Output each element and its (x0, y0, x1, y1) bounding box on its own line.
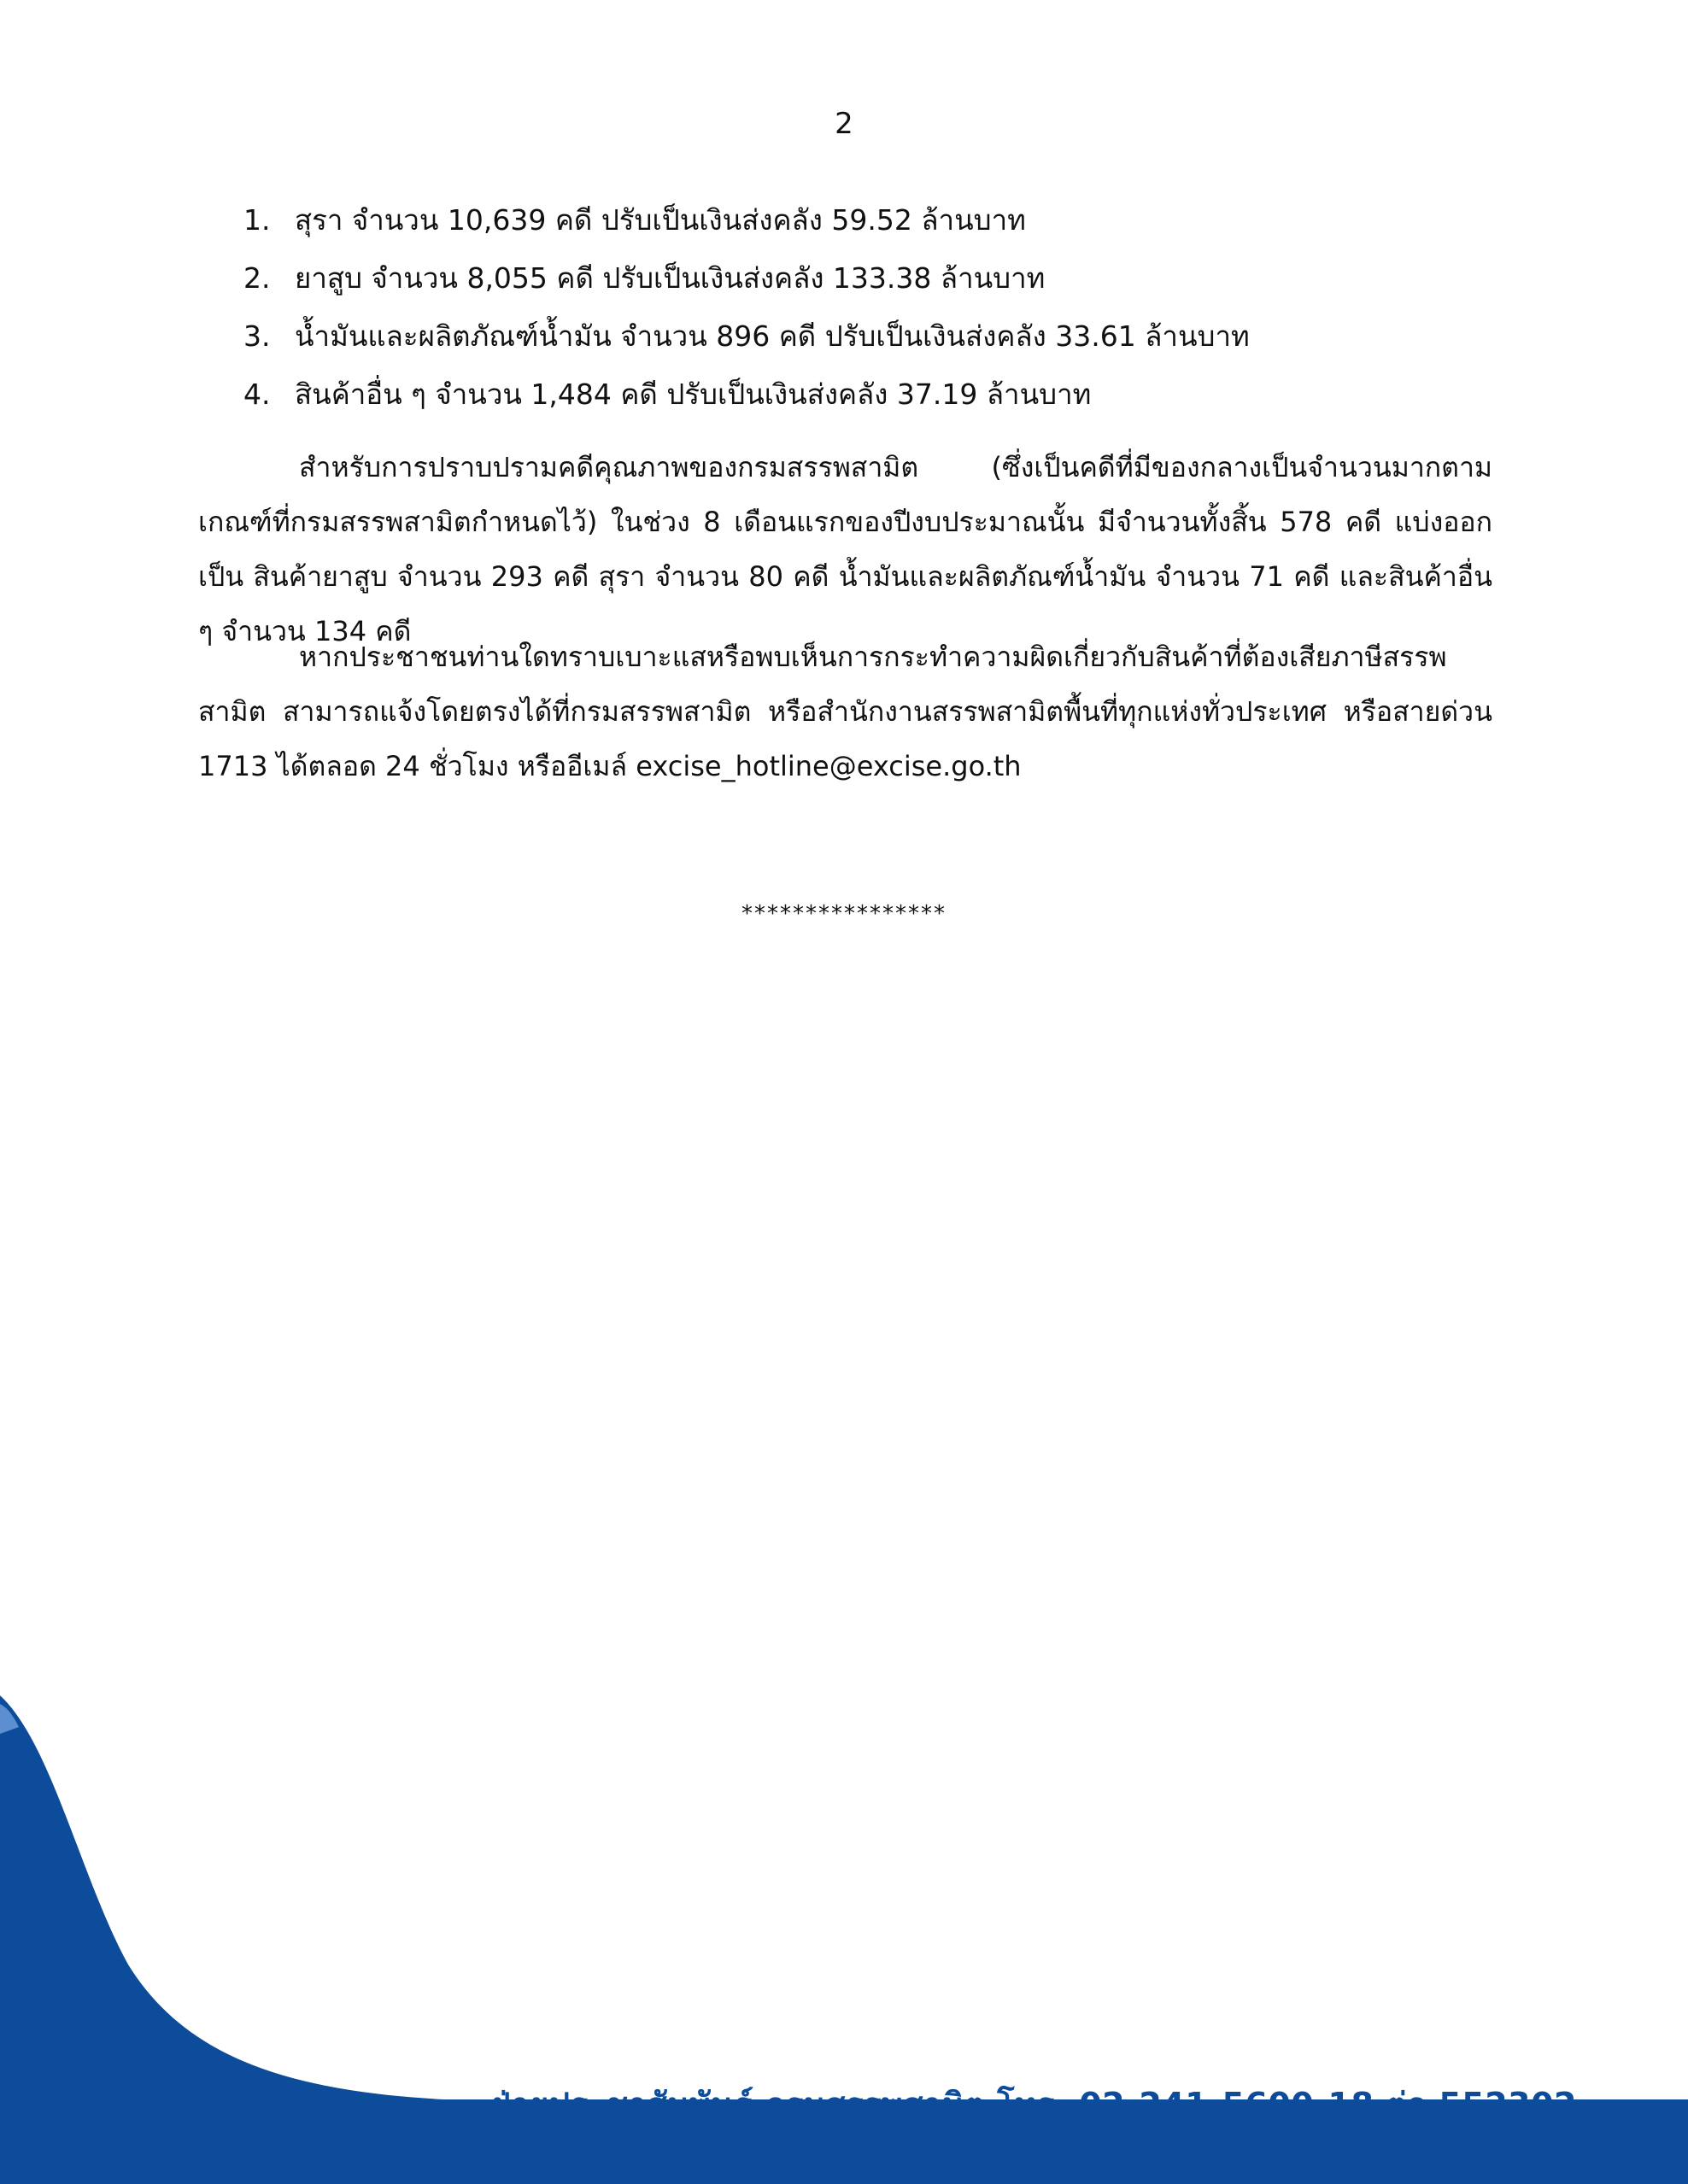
footer-contact-text: ฝ่ายประชาสัมพันธ์ กรมสรรพสามิต โทร. 02-241-5600-18 ต่อ 552302 (491, 2086, 1577, 2123)
list-item-number: 1. (243, 203, 271, 237)
list-item-text: ยาสูบ จำนวน 8,055 คดี ปรับเป็นเงินส่งคลัง 133.38 ล้านบาท (295, 261, 1046, 295)
list-item-text: สินค้าอื่น ๆ จำนวน 1,484 คดี ปรับเป็นเงินส่งคลัง 37.19 ล้านบาท (295, 378, 1092, 411)
paragraph-text: สำหรับการปราบปรามคดีคุณภาพของกรมสรรพสามิต (ซึ่งเป็นคดีที่มีของกลางเป็นจำนวนมากตามเกณฑ์ที่กรมสรรพสามิตกำหนดไว้) ในช่วง 8 เดือนแรกของปีงบประมาณนั้น มีจำนวนทั้งสิ้น 578 คดี แบ่งออกเป็น สินค้ายาสูบ จำนวน 293 คดี สุรา จำนวน 80 คดี น้ำมันและผลิตภัณฑ์น้ำมัน จำนวน 71 คดี และสินค้าอื่น ๆ จำนวน 134 คดี (198, 451, 1492, 647)
list-item-number: 4. (243, 378, 271, 411)
list-item-number: 3. (243, 319, 271, 353)
list-item-number: 2. (243, 261, 271, 295)
paragraph-text: หากประชาชนท่านใดทราบเบาะแสหรือพบเห็นการกระทำความผิดเกี่ยวกับสินค้าที่ต้องเสียภาษีสรรพสามิต สามารถแจ้งโดยตรงได้ที่กรมสรรพสามิต หรือสำนักงานสรรพสามิตพื้นที่ทุกแห่งทั่วประเทศ หรือสายด่วน 1713 ได้ตลอด 24 ชั่วโมง หรืออีเมล์ excise_hotline@excise.go.th (198, 641, 1492, 782)
list-item-text: น้ำมันและผลิตภัณฑ์น้ำมัน จำนวน 896 คดี ปรับเป็นเงินส่งคลัง 33.61 ล้านบาท (295, 319, 1250, 353)
list-item-text: สุรา จำนวน 10,639 คดี ปรับเป็นเงินส่งคลัง 59.52 ล้านบาท (295, 203, 1026, 237)
page-number: 2 (835, 107, 853, 141)
end-separator: **************** (741, 901, 947, 927)
